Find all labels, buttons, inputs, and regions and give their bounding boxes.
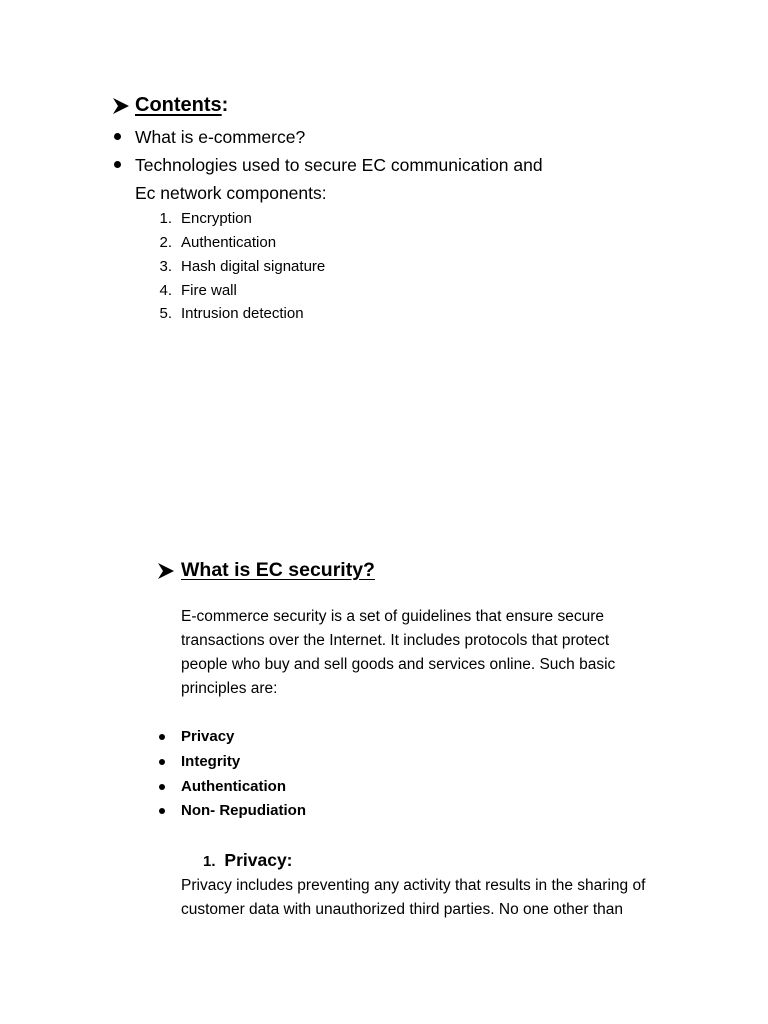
paragraph-line: people who buy and sell goods and services online. Such basic (181, 656, 616, 673)
contents-bullet-2-line-1: Technologies used to secure EC communication and (135, 155, 543, 175)
bullet-dot (159, 808, 165, 814)
list-item: Hash digital signature (181, 258, 326, 275)
contents-colon: : (221, 94, 229, 116)
list-number: 4. (159, 282, 172, 299)
arrow-bullet-icon (112, 97, 130, 119)
list-item: Authentication (181, 234, 277, 251)
list-number: 5. (159, 305, 172, 322)
privacy-heading (203, 850, 293, 871)
list-number: 1. (159, 210, 172, 227)
bullet-dot (159, 734, 165, 740)
bullet-dot (114, 161, 121, 168)
principle-item: Privacy (181, 728, 235, 745)
paragraph-line: customer data with unauthorized third parties. No one other than (181, 901, 624, 918)
contents-title: Contents (135, 94, 222, 116)
list-item: Encryption (181, 210, 252, 227)
bullet-dot (159, 759, 165, 765)
contents-heading (135, 94, 228, 117)
paragraph-line: Privacy includes preventing any activity that results in the sharing of (181, 877, 646, 894)
list-item: Fire wall (181, 282, 237, 299)
paragraph-line: principles are: (181, 680, 278, 697)
list-number: 2. (159, 234, 172, 251)
ec-security-paragraph (181, 605, 681, 701)
principle-item: Authentication (181, 778, 286, 795)
contents-bullet-2-line-2: Ec network components: (135, 183, 327, 203)
bullet-dot (159, 784, 165, 790)
ec-security-title: What is EC security? (181, 559, 375, 581)
contents-bullet-1: What is e-commerce? (135, 127, 306, 147)
principle-item: Integrity (181, 753, 241, 770)
principle-item: Non- Repudiation (181, 802, 306, 819)
list-number: 3. (159, 258, 172, 275)
paragraph-line: E-commerce security is a set of guidelines that ensure secure (181, 608, 604, 625)
privacy-title: Privacy: (224, 850, 293, 870)
paragraph-line: transactions over the Internet. It includes protocols that protect (181, 632, 610, 649)
privacy-paragraph (181, 874, 721, 922)
privacy-number: 1. (203, 853, 216, 870)
list-item: Intrusion detection (181, 305, 304, 322)
bullet-dot (114, 133, 121, 140)
arrow-bullet-icon (157, 562, 175, 584)
